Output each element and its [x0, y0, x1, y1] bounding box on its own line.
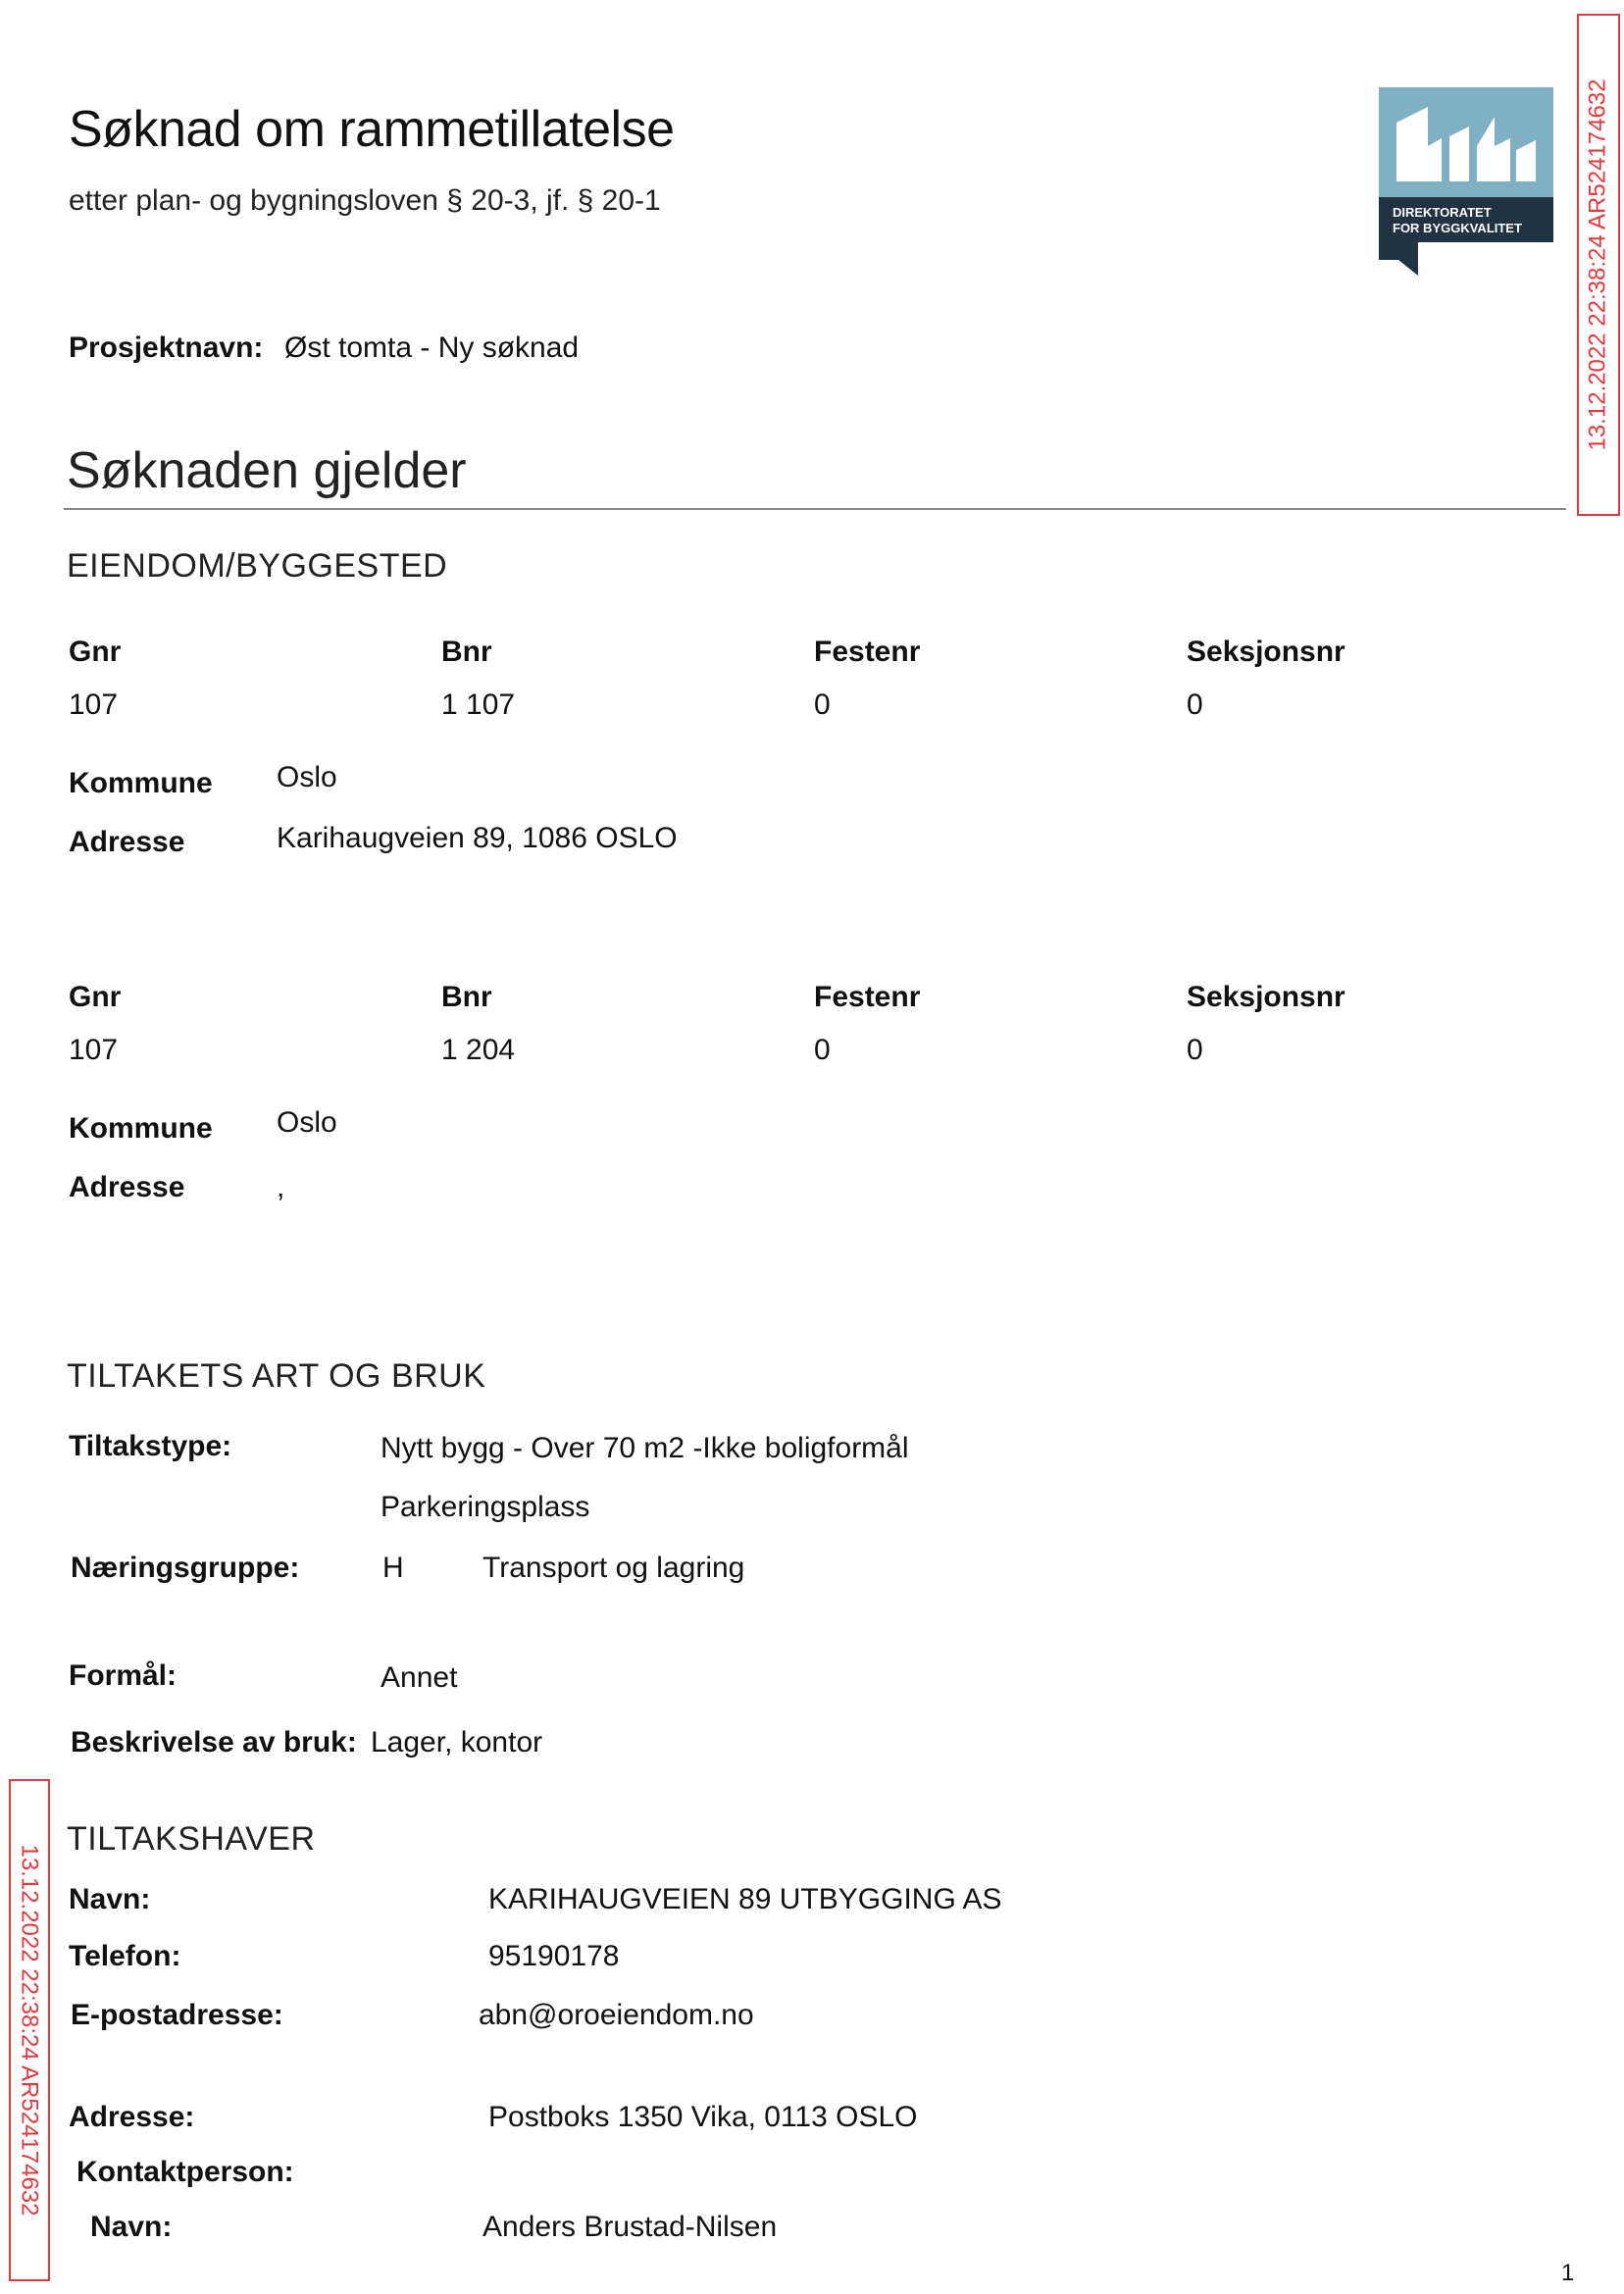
kontakt-navn-value: Anders Brustad-Nilsen — [482, 2211, 778, 2243]
adresse-label: Adresse — [69, 826, 185, 858]
dibk-logo-icon — [1379, 87, 1553, 276]
telefon-label: Telefon: — [69, 1940, 181, 1972]
section-divider — [64, 508, 1566, 510]
kommune-value: Oslo — [277, 761, 337, 793]
adresse-value: , — [277, 1171, 285, 1203]
seksjonsnr-value: 0 — [1187, 1034, 1203, 1066]
naeringsgruppe-value: Transport og lagring — [482, 1552, 745, 1584]
tiltakstype-value-2: Parkeringsplass — [381, 1491, 590, 1523]
logo-line1: DIREKTORATET — [1393, 205, 1492, 220]
tiltak-heading: TILTAKETS ART OG BRUK — [67, 1357, 486, 1395]
festenr-value: 0 — [814, 688, 831, 721]
epost-label: E-postadresse: — [71, 1999, 283, 2031]
col-bnr: Bnr — [441, 981, 492, 1013]
project-label: Prosjektnavn: — [69, 331, 264, 364]
navn-label: Navn: — [69, 1883, 151, 1915]
col-seksjonsnr: Seksjonsnr — [1187, 636, 1345, 668]
col-festenr: Festenr — [814, 981, 921, 1013]
bruk-label: Beskrivelse av bruk: — [71, 1726, 357, 1759]
page-number: 1 — [1561, 2260, 1575, 2286]
bnr-value: 1 107 — [441, 688, 516, 721]
section-title: Søknaden gjelder — [67, 442, 467, 499]
stamp-text: 13.12.2022 22:38:24 AR524174632 — [17, 1844, 43, 2217]
timestamp-stamp-left — [9, 1779, 50, 2281]
timestamp-stamp-top — [1577, 14, 1620, 516]
gnr-value: 107 — [69, 1034, 119, 1066]
stamp-text: 13.12.2022 22:38:24 AR524174632 — [1585, 78, 1611, 451]
gnr-value: 107 — [69, 688, 119, 721]
festenr-value: 0 — [814, 1034, 831, 1066]
kommune-label: Kommune — [69, 767, 213, 799]
adresse-value: Postboks 1350 Vika, 0113 OSLO — [488, 2101, 918, 2133]
naeringsgruppe-code: H — [382, 1552, 404, 1584]
kommune-label: Kommune — [69, 1112, 213, 1145]
col-seksjonsnr: Seksjonsnr — [1187, 981, 1345, 1013]
seksjonsnr-value: 0 — [1187, 688, 1203, 721]
document-subtitle: etter plan- og bygningsloven § 20-3, jf. § 20-1 — [69, 184, 661, 217]
tiltakstype-label: Tiltakstype: — [69, 1430, 232, 1462]
property-heading: EIENDOM/BYGGESTED — [67, 547, 448, 585]
project-value: Øst tomta - Ny søknad — [284, 331, 580, 364]
adresse-value: Karihaugveien 89, 1086 OSLO — [277, 822, 678, 854]
epost-value: abn@oroeiendom.no — [479, 1999, 754, 2031]
col-festenr: Festenr — [814, 636, 921, 668]
tiltakstype-value: Nytt bygg - Over 70 m2 -Ikke boligformål — [381, 1432, 909, 1464]
formal-label: Formål: — [69, 1659, 178, 1692]
kontaktperson-label: Kontaktperson: — [76, 2156, 294, 2188]
bruk-value: Lager, kontor — [371, 1726, 543, 1759]
kommune-value: Oslo — [277, 1106, 337, 1139]
col-bnr: Bnr — [441, 636, 492, 668]
bnr-value: 1 204 — [441, 1034, 516, 1066]
adresse-label: Adresse — [69, 1171, 185, 1203]
col-gnr: Gnr — [69, 636, 122, 668]
navn-value: KARIHAUGVEIEN 89 UTBYGGING AS — [488, 1883, 1002, 1915]
formal-value: Annet — [381, 1661, 458, 1694]
logo-line2: FOR BYGGKVALITET — [1393, 221, 1522, 235]
kontakt-navn-label: Navn: — [90, 2211, 173, 2243]
telefon-value: 95190178 — [488, 1940, 620, 1972]
adresse-label: Adresse: — [69, 2101, 195, 2133]
document-title: Søknad om rammetillatelse — [69, 101, 675, 158]
tiltakshaver-heading: TILTAKSHAVER — [67, 1820, 316, 1858]
col-gnr: Gnr — [69, 981, 122, 1013]
naeringsgruppe-label: Næringsgruppe: — [71, 1552, 300, 1584]
